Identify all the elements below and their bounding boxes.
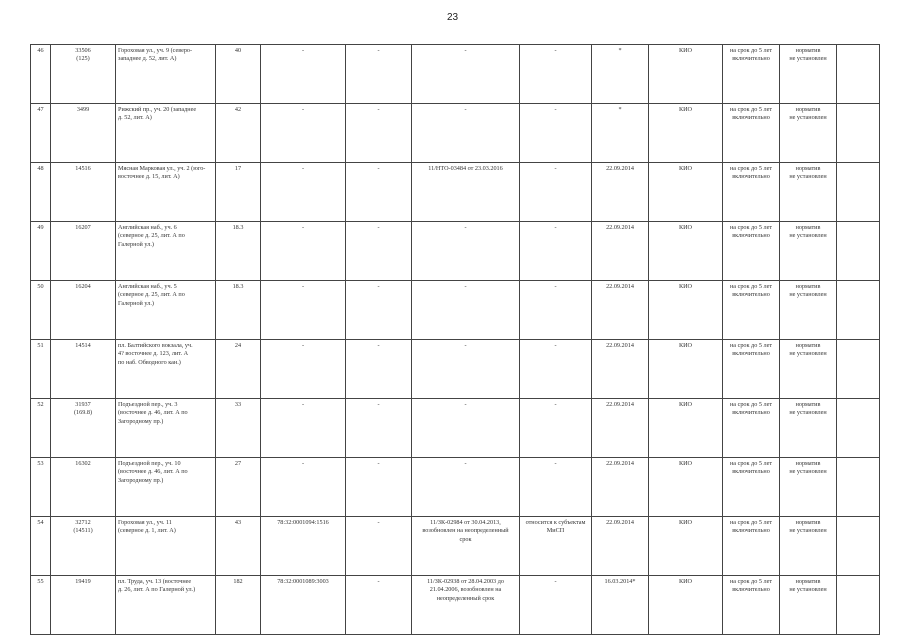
cell-documents: - bbox=[412, 399, 520, 458]
cell-empty bbox=[837, 163, 880, 222]
cell-cadastral: - bbox=[261, 399, 346, 458]
cell-code: 16204 bbox=[51, 281, 116, 340]
table-row bbox=[31, 340, 880, 399]
cell-number: 48 bbox=[31, 163, 51, 222]
cell-cadastral: - bbox=[261, 163, 346, 222]
cell-term: на срок до 5 лет включительно bbox=[723, 163, 780, 222]
cell-cadastral: - bbox=[261, 222, 346, 281]
cell-code: 14514 bbox=[51, 340, 116, 399]
cell-col6: - bbox=[346, 399, 412, 458]
cell-cadastral: - bbox=[261, 45, 346, 104]
cell-cadastral: - bbox=[261, 458, 346, 517]
cell-col6: - bbox=[346, 458, 412, 517]
cell-norm: норматив не установлен bbox=[780, 222, 837, 281]
cell-subject: - bbox=[520, 45, 592, 104]
cell-org: КИО bbox=[649, 340, 723, 399]
cell-number: 47 bbox=[31, 104, 51, 163]
cell-col6: - bbox=[346, 576, 412, 635]
cell-code: 33506 (125) bbox=[51, 45, 116, 104]
table-body bbox=[31, 45, 880, 635]
cell-date: 22.09.2014 bbox=[592, 222, 649, 281]
cell-address: пл. Труда, уч. 13 (восточнее д. 26, лит. А по Галерной ул.) bbox=[116, 576, 216, 635]
cell-org: КИО bbox=[649, 222, 723, 281]
cell-cadastral: - bbox=[261, 104, 346, 163]
cell-empty bbox=[837, 458, 880, 517]
cell-empty bbox=[837, 576, 880, 635]
cell-area: 27 bbox=[216, 458, 261, 517]
cell-date: 22.09.2014 bbox=[592, 458, 649, 517]
cell-term: на срок до 5 лет включительно bbox=[723, 45, 780, 104]
cell-documents: - bbox=[412, 45, 520, 104]
table-row bbox=[31, 104, 880, 163]
cell-number: 49 bbox=[31, 222, 51, 281]
table-row bbox=[31, 517, 880, 576]
cell-norm: норматив не установлен bbox=[780, 340, 837, 399]
cell-date: * bbox=[592, 104, 649, 163]
cell-norm: норматив не установлен bbox=[780, 163, 837, 222]
cell-date: 22.09.2014 bbox=[592, 517, 649, 576]
cell-number: 54 bbox=[31, 517, 51, 576]
registry-table bbox=[30, 44, 880, 635]
cell-cadastral: 78:32:0001094:1516 bbox=[261, 517, 346, 576]
cell-number: 50 bbox=[31, 281, 51, 340]
cell-subject: - bbox=[520, 399, 592, 458]
cell-col6: - bbox=[346, 340, 412, 399]
table-row bbox=[31, 458, 880, 517]
cell-col6: - bbox=[346, 281, 412, 340]
cell-area: 18.3 bbox=[216, 222, 261, 281]
cell-address: Гороховая ул., уч. 11 (северное д. 1, лит. А) bbox=[116, 517, 216, 576]
cell-address: пл. Балтийского вокзала, уч. 4? восточнее д. 123, лит. А по наб. Обводного кан.) bbox=[116, 340, 216, 399]
cell-address: Подъездной пер., уч. 10 (восточнее д. 46, лит. А по Загородному пр.) bbox=[116, 458, 216, 517]
cell-documents: 11/ЗК-02938 от 28.04.2003 до 21.04.2006, возобновлен на неопределенный срок bbox=[412, 576, 520, 635]
cell-term: на срок до 5 лет включительно bbox=[723, 104, 780, 163]
cell-subject: - bbox=[520, 222, 592, 281]
cell-address: Гороховая ул., уч. 9 (северо- западнее д. 52, лит. А) bbox=[116, 45, 216, 104]
cell-subject: относится к субъектам МиСП bbox=[520, 517, 592, 576]
cell-area: 18.3 bbox=[216, 281, 261, 340]
cell-norm: норматив не установлен bbox=[780, 104, 837, 163]
cell-empty bbox=[837, 281, 880, 340]
table-row bbox=[31, 281, 880, 340]
cell-term: на срок до 5 лет включительно bbox=[723, 458, 780, 517]
cell-empty bbox=[837, 340, 880, 399]
cell-area: 33 bbox=[216, 399, 261, 458]
cell-term: на срок до 5 лет включительно bbox=[723, 517, 780, 576]
cell-term: на срок до 5 лет включительно bbox=[723, 340, 780, 399]
cell-org: КИО bbox=[649, 163, 723, 222]
cell-date: 22.09.2014 bbox=[592, 281, 649, 340]
cell-term: на срок до 5 лет включительно bbox=[723, 399, 780, 458]
cell-date: 16.03.2014* bbox=[592, 576, 649, 635]
cell-documents: - bbox=[412, 340, 520, 399]
cell-area: 24 bbox=[216, 340, 261, 399]
cell-col6: - bbox=[346, 104, 412, 163]
cell-norm: норматив не установлен bbox=[780, 517, 837, 576]
cell-norm: норматив не установлен bbox=[780, 45, 837, 104]
cell-date: 22.09.2014 bbox=[592, 340, 649, 399]
cell-code: 16302 bbox=[51, 458, 116, 517]
cell-subject: - bbox=[520, 163, 592, 222]
cell-org: КИО bbox=[649, 45, 723, 104]
cell-documents: - bbox=[412, 458, 520, 517]
cell-subject: - bbox=[520, 340, 592, 399]
cell-code: 32712 (14511) bbox=[51, 517, 116, 576]
cell-address: Английская наб., уч. 6 (северное д. 25, лит. А по Галерной ул.) bbox=[116, 222, 216, 281]
cell-norm: норматив не установлен bbox=[780, 281, 837, 340]
cell-number: 51 bbox=[31, 340, 51, 399]
cell-subject: - bbox=[520, 281, 592, 340]
cell-number: 55 bbox=[31, 576, 51, 635]
table-row bbox=[31, 163, 880, 222]
cell-number: 53 bbox=[31, 458, 51, 517]
cell-number: 46 bbox=[31, 45, 51, 104]
cell-org: КИО bbox=[649, 458, 723, 517]
cell-subject: - bbox=[520, 458, 592, 517]
cell-empty bbox=[837, 222, 880, 281]
cell-documents: - bbox=[412, 104, 520, 163]
cell-area: 17 bbox=[216, 163, 261, 222]
cell-area: 43 bbox=[216, 517, 261, 576]
cell-code: 16207 bbox=[51, 222, 116, 281]
table-row bbox=[31, 576, 880, 635]
cell-term: на срок до 5 лет включительно bbox=[723, 222, 780, 281]
cell-norm: норматив не установлен bbox=[780, 399, 837, 458]
cell-area: 182 bbox=[216, 576, 261, 635]
cell-date: 22.09.2014 bbox=[592, 163, 649, 222]
cell-empty bbox=[837, 517, 880, 576]
cell-area: 40 bbox=[216, 45, 261, 104]
cell-empty bbox=[837, 45, 880, 104]
cell-documents: - bbox=[412, 222, 520, 281]
cell-date: * bbox=[592, 45, 649, 104]
cell-address: Мясная Марковая ул., уч. 2 (юго- восточнее д. 15, лит. А) bbox=[116, 163, 216, 222]
cell-address: Английская наб., уч. 5 (северное д. 25, лит. А по Галерной ул.) bbox=[116, 281, 216, 340]
cell-term: на срок до 5 лет включительно bbox=[723, 281, 780, 340]
cell-col6: - bbox=[346, 517, 412, 576]
cell-cadastral: 78:32:0001089:3003 bbox=[261, 576, 346, 635]
cell-col6: - bbox=[346, 163, 412, 222]
cell-date: 22.09.2014 bbox=[592, 399, 649, 458]
cell-org: КИО bbox=[649, 576, 723, 635]
cell-code: 31937 (169.8) bbox=[51, 399, 116, 458]
cell-code: 14516 bbox=[51, 163, 116, 222]
cell-address: Подъездной пер., уч. 3 (восточнее д. 46, лит. А по Загородному пр.) bbox=[116, 399, 216, 458]
cell-subject: - bbox=[520, 576, 592, 635]
cell-norm: норматив не установлен bbox=[780, 458, 837, 517]
table-row bbox=[31, 45, 880, 104]
cell-documents: 11/ЗК-02984 от 30.04.2013, возобновлен на неопределенный срок bbox=[412, 517, 520, 576]
cell-empty bbox=[837, 399, 880, 458]
cell-area: 42 bbox=[216, 104, 261, 163]
cell-documents: - bbox=[412, 281, 520, 340]
cell-term: на срок до 5 лет включительно bbox=[723, 576, 780, 635]
table-row bbox=[31, 222, 880, 281]
cell-code: 19419 bbox=[51, 576, 116, 635]
cell-col6: - bbox=[346, 222, 412, 281]
page-number: 23 bbox=[446, 12, 459, 23]
cell-empty bbox=[837, 104, 880, 163]
cell-org: КИО bbox=[649, 281, 723, 340]
table-row bbox=[31, 399, 880, 458]
cell-cadastral: - bbox=[261, 281, 346, 340]
cell-subject: - bbox=[520, 104, 592, 163]
cell-number: 52 bbox=[31, 399, 51, 458]
cell-cadastral: - bbox=[261, 340, 346, 399]
cell-code: 3499 bbox=[51, 104, 116, 163]
cell-org: КИО bbox=[649, 399, 723, 458]
cell-org: КИО bbox=[649, 517, 723, 576]
cell-col6: - bbox=[346, 45, 412, 104]
cell-norm: норматив не установлен bbox=[780, 576, 837, 635]
cell-address: Рижский пр., уч. 20 (западнее д. 52, лит. А) bbox=[116, 104, 216, 163]
cell-org: КИО bbox=[649, 104, 723, 163]
cell-documents: 11/НТО-03484 от 23.03.2016 bbox=[412, 163, 520, 222]
